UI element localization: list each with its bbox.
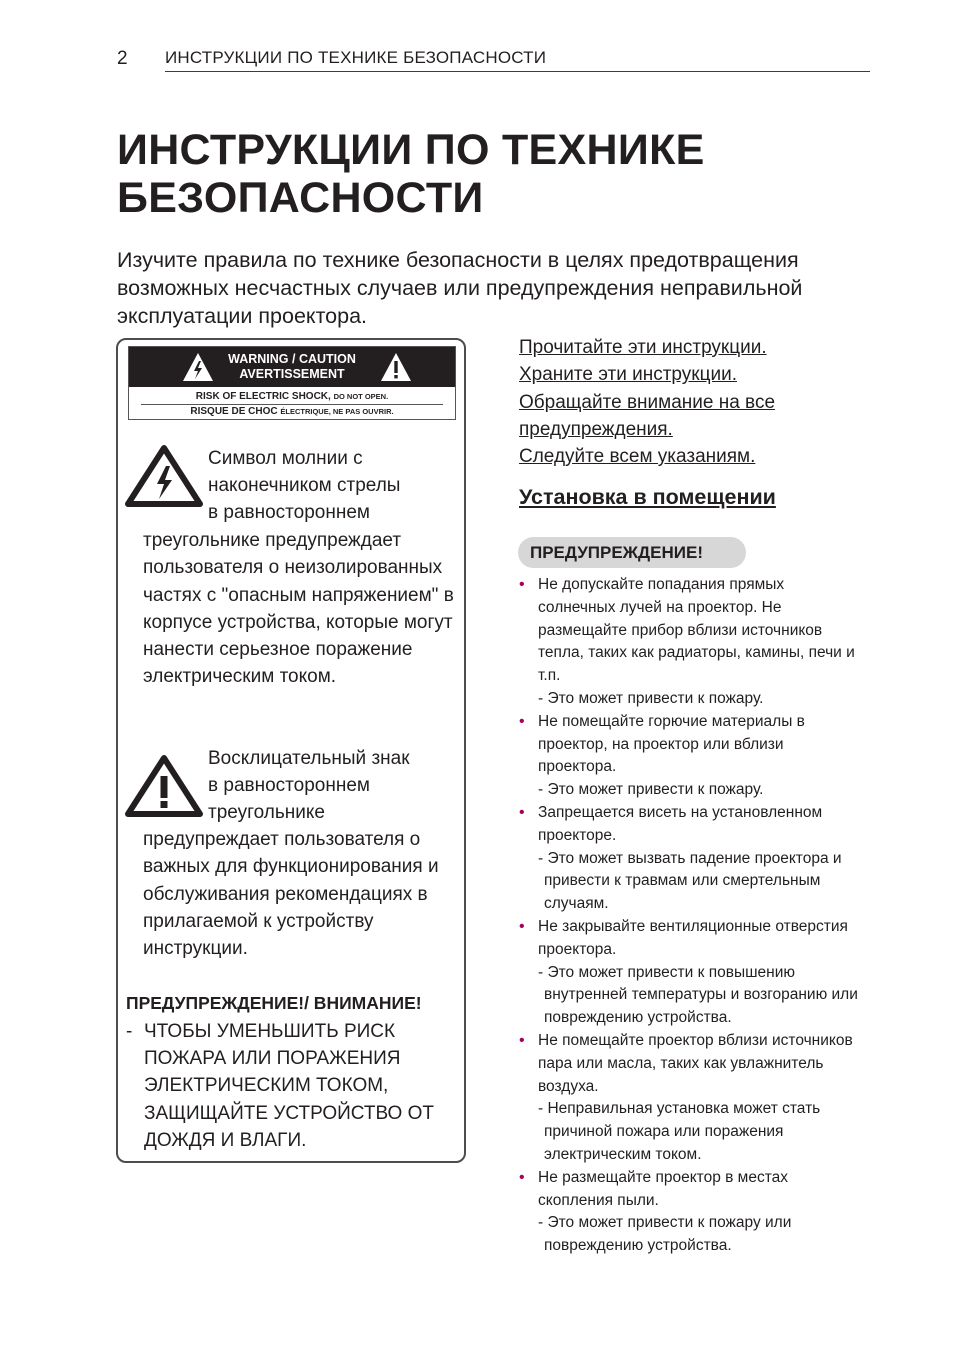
bullet-icon: • [519, 917, 525, 935]
lightning-text-line1: Символ молнии с [208, 448, 363, 469]
bullet-icon: • [519, 803, 525, 821]
caution-text [126, 1018, 462, 1154]
instruction-read: Прочитайте эти инструкции. [519, 337, 767, 358]
list-item [519, 711, 864, 802]
bullet-text: Запрещается висеть на установленном проекторе. [538, 803, 823, 844]
exclamation-description: предупреждает пользователя о важных для функционирования и обслуживания рекомендациях в прилагаемой к устройству инструкции. [143, 829, 439, 960]
bullet-icon: • [519, 712, 525, 730]
risk-french: RISQUE DE CHOC ÉLECTRIQUE, NE PAS OUVRIR. [190, 406, 394, 417]
list-item [519, 916, 864, 1030]
header-divider [165, 71, 870, 72]
list-item [519, 802, 864, 916]
bullet-icon: • [519, 1168, 525, 1186]
lightning-triangle-icon [124, 444, 204, 508]
instruction-heed-1: Обращайте внимание на все [519, 391, 776, 413]
bullet-icon: • [519, 1031, 525, 1049]
header-section-title: ИНСТРУКЦИИ ПО ТЕХНИКЕ БЕЗОПАСНОСТИ [165, 48, 547, 67]
instructions-list [519, 334, 775, 470]
intro-paragraph: Изучите правила по технике безопасности в целях предотвращения возможных несчастных случаев или предупреждения неправильной эксплуатации проектора. [117, 248, 803, 328]
caution-body: ЧТОБЫ УМЕНЬШИТЬ РИСК ПОЖАРА ИЛИ ПОРАЖЕНИЯ ЭЛЕКТРИЧЕСКИМ ТОКОМ, ЗАЩИЩАЙТЕ УСТРОЙСТВО ОТ ДОЖДЯ И ВЛАГИ. [144, 1021, 434, 1151]
caution-dash: - [126, 1021, 133, 1042]
bullet-text: Не допускайте попадания прямых солнечных лучей на проектор. Не размещайте прибор вблизи источников тепла, таких как радиаторы, камины, печи и т.п. [538, 576, 855, 685]
instruction-heed-2: предупреждения. [519, 418, 673, 440]
bullet-note: - Это может привести к пожару. [538, 689, 764, 707]
indoor-warning-list [519, 574, 864, 1258]
risk-english: RISK OF ELECTRIC SHOCK, DO NOT OPEN. [195, 391, 389, 402]
instruction-follow: Следуйте всем указаниям. [519, 446, 756, 468]
avertissement-text: AVERTISSEMENT [239, 367, 345, 381]
list-item [519, 1167, 864, 1258]
bullet-note: - Это может привести к повышению внутренней температуры и возгоранию или повреждению устройства. [538, 963, 858, 1027]
bullet-note: - Это может привести к пожару. [538, 781, 764, 799]
instruction-keep: Храните эти инструкции. [519, 364, 737, 386]
exclamation-text-line3: треугольнике [208, 802, 325, 823]
bullet-text: Не закрывайте вентиляционные отверстия проектора. [538, 917, 848, 958]
caution-heading: ПРЕДУПРЕЖДЕНИЕ!/ ВНИМАНИЕ! [126, 993, 422, 1013]
exclamation-text-line1: Восклицательный знак [208, 748, 410, 769]
bullet-note: - Это может привести к пожару или повреждению устройства. [538, 1214, 792, 1255]
warning-label-header [129, 347, 455, 387]
list-item [519, 1030, 864, 1167]
list-item [519, 574, 864, 711]
lightning-description: треугольнике предупреждает пользователя о неизолированных частях с "опасным напряжением" в корпусе устройства, которые могут нанести серьезное поражение электрическим током. [143, 530, 454, 688]
bullet-note: - Это может вызвать падение проектора и привести к травмам или смертельным случаям. [538, 849, 842, 913]
page-title [117, 126, 877, 222]
page-title-line2: БЕЗОПАСНОСТИ [117, 174, 484, 222]
indoor-installation-title: Установка в помещении [519, 485, 776, 509]
label-separator [141, 404, 443, 405]
bullet-note: - Неправильная установка может стать причиной пожара или поражения электрическим током. [538, 1100, 821, 1163]
safety-symbols-box [116, 338, 466, 1163]
warning-badge: ПРЕДУПРЕЖДЕНИЕ! [518, 537, 746, 568]
exclamation-triangle-icon [379, 351, 413, 383]
exclamation-triangle-icon [124, 754, 204, 818]
bullet-text: Не помещайте горючие материалы в проектор, на проектор или вблизи проектора. [538, 712, 805, 776]
bullet-text: Не размещайте проектор в местах скопления пыли. [538, 1168, 788, 1209]
page-title-line1: ИНСТРУКЦИИ ПО ТЕХНИКЕ [117, 126, 705, 174]
warning-label [128, 346, 456, 420]
page-number: 2 [117, 48, 128, 69]
bullet-icon: • [519, 576, 525, 593]
warning-caution-text: WARNING / CAUTION [228, 352, 356, 366]
lightning-text-line2: наконечником стрелы [208, 475, 401, 496]
exclamation-text-line2: в равностороннем [208, 775, 370, 796]
lightning-text-line3: в равностороннем [208, 502, 370, 523]
bullet-text: Не помещайте проектор вблизи источников пара или масла, таких как увлажнитель воздуха. [538, 1031, 853, 1095]
